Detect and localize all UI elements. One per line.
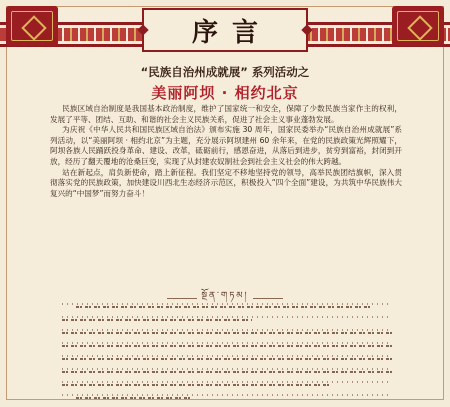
theme-title: 美丽阿坝 · 相约北京 — [151, 84, 299, 102]
tibetan-text-line — [62, 368, 392, 377]
corner-ornament-right — [392, 6, 444, 46]
tibetan-text-line — [62, 316, 392, 325]
page-title: 序言 — [191, 17, 272, 48]
tibetan-text-line — [62, 303, 392, 312]
tibetan-heading-text: སྔོན་གཏམ། — [201, 291, 249, 301]
paragraph: 民族区域自治制度是我国基本政治制度，维护了国家统一和安全，保障了少数民族当家作主的权利，发展了平等、团结、互助、和谐的社会主义民族关系，促进了社会主义事业蓬勃发展。 — [50, 104, 402, 124]
preface-body — [50, 104, 402, 199]
subtitle — [0, 64, 450, 80]
tibetan-text-line — [62, 342, 392, 351]
corner-ornament-left — [6, 6, 58, 46]
subtitle-quoted: “民族自治州成就展” — [140, 65, 248, 79]
title-box — [142, 8, 308, 52]
header-banner — [0, 0, 450, 58]
tibetan-text-line — [62, 381, 392, 390]
subtitle-rest: 系列活动之 — [251, 65, 310, 79]
tibetan-text-line — [62, 394, 392, 403]
tibetan-text-line — [62, 355, 392, 364]
tibetan-text-block — [62, 303, 392, 407]
tibetan-text-line — [62, 329, 392, 338]
paragraph: 为庆祝《中华人民共和国民族区域自治法》颁布实施 30 周年，国家民委举办“民族自治州成就展”系列活动，以“美丽阿坝 · 相约北京”为主题，充分展示阿坝建州 60 余年来，在党的民族政策光辉照耀下，阿坝各族人民踊跃投身革命、建设、改革，砥砺前行，感恩奋进，从落后到进步，贫穷到富裕，封闭到开放，经历了翻天覆地的沧桑巨变，实现了从封建农奴制社会到社会主义社会的伟大跨越。 — [50, 125, 402, 166]
paragraph: 站在新起点，肩负新使命，踏上新征程。我们坚定不移地坚持党的领导，高举民族团结旗帜，深入贯彻落实党的民族政策，加快建设川西北生态经济示范区，积极投入“四个全面”建设，为共筑中华民族伟大复兴的“中国梦”而努力奋斗！ — [50, 167, 402, 198]
